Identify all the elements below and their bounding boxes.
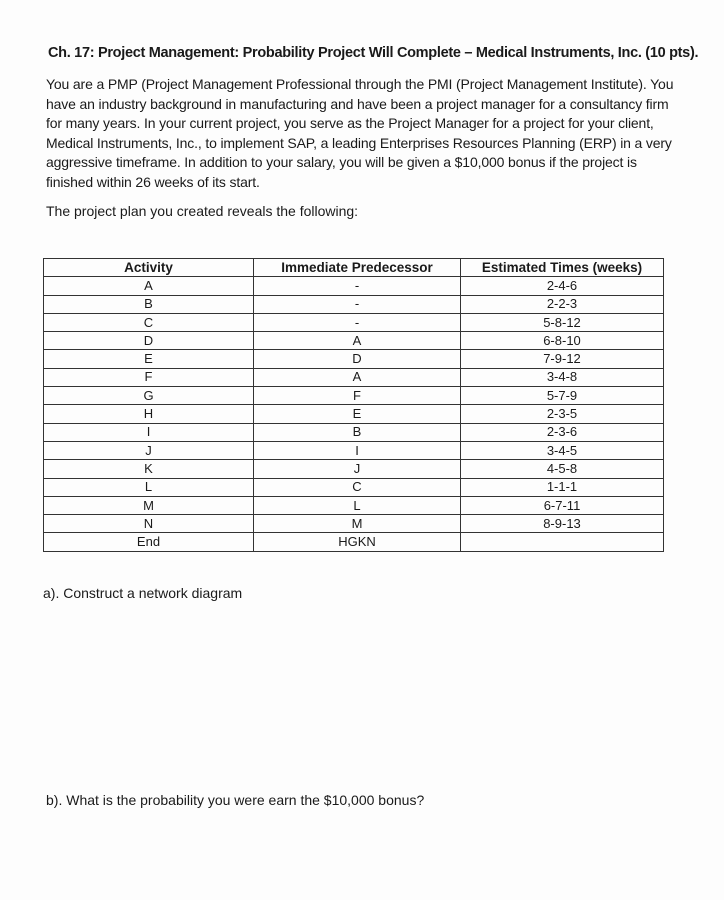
cell-activity: D — [44, 332, 254, 350]
cell-activity: L — [44, 478, 254, 496]
cell-predecessor: - — [254, 277, 461, 295]
table-row — [44, 387, 664, 405]
cell-times: 1-1-1 — [461, 478, 664, 496]
cell-times: 7-9-12 — [461, 350, 664, 368]
cell-activity: I — [44, 423, 254, 441]
cell-times — [461, 533, 664, 551]
cell-times: 3-4-5 — [461, 441, 664, 459]
page-title: Ch. 17: Project Management: Probability Project Will Complete – Medical Instruments, Inc. (10 pts). — [48, 45, 699, 61]
table-row — [44, 515, 664, 533]
cell-predecessor: A — [254, 332, 461, 350]
cell-predecessor: J — [254, 460, 461, 478]
table-row — [44, 368, 664, 386]
cell-times: 6-7-11 — [461, 496, 664, 514]
table-row — [44, 478, 664, 496]
cell-predecessor: C — [254, 478, 461, 496]
cell-activity: G — [44, 387, 254, 405]
cell-activity: H — [44, 405, 254, 423]
table-row — [44, 313, 664, 331]
header-activity: Activity — [44, 259, 254, 277]
question-a: a). Construct a network diagram — [43, 585, 243, 601]
cell-predecessor: A — [254, 368, 461, 386]
cell-activity: F — [44, 368, 254, 386]
cell-predecessor: B — [254, 423, 461, 441]
header-predecessor: Immediate Predecessor — [254, 259, 461, 277]
cell-activity: A — [44, 277, 254, 295]
cell-predecessor: HGKN — [254, 533, 461, 551]
cell-times: 6-8-10 — [461, 332, 664, 350]
cell-times: 8-9-13 — [461, 515, 664, 533]
cell-predecessor: M — [254, 515, 461, 533]
cell-times: 2-2-3 — [461, 295, 664, 313]
table-row — [44, 295, 664, 313]
header-times: Estimated Times (weeks) — [461, 259, 664, 277]
cell-activity: M — [44, 496, 254, 514]
cell-predecessor: F — [254, 387, 461, 405]
cell-activity: K — [44, 460, 254, 478]
cell-activity: B — [44, 295, 254, 313]
cell-predecessor: D — [254, 350, 461, 368]
question-b: b). What is the probability you were earn the $10,000 bonus? — [46, 792, 425, 808]
table-row — [44, 441, 664, 459]
cell-predecessor: - — [254, 313, 461, 331]
cell-times: 5-8-12 — [461, 313, 664, 331]
project-plan-table — [43, 258, 664, 552]
cell-times: 2-3-5 — [461, 405, 664, 423]
table-row — [44, 496, 664, 514]
cell-activity: N — [44, 515, 254, 533]
cell-predecessor: - — [254, 295, 461, 313]
cell-predecessor: L — [254, 496, 461, 514]
cell-times: 3-4-8 — [461, 368, 664, 386]
table-row — [44, 350, 664, 368]
table-row — [44, 533, 664, 551]
table-row — [44, 277, 664, 295]
cell-activity: J — [44, 441, 254, 459]
cell-times: 4-5-8 — [461, 460, 664, 478]
table-row — [44, 423, 664, 441]
table-row — [44, 460, 664, 478]
table-row — [44, 405, 664, 423]
cell-activity: C — [44, 313, 254, 331]
cell-predecessor: E — [254, 405, 461, 423]
cell-activity: End — [44, 533, 254, 551]
cell-times: 5-7-9 — [461, 387, 664, 405]
cell-activity: E — [44, 350, 254, 368]
table-intro: The project plan you created reveals the following: — [46, 203, 359, 219]
table-header-row — [44, 259, 664, 277]
cell-times: 2-3-6 — [461, 423, 664, 441]
cell-predecessor: I — [254, 441, 461, 459]
problem-description: You are a PMP (Project Management Professional through the PMI (Project Management Institute). You have an industry background in manufacturing and have been a project manager for a consultancy firm for many years. In your current project, you serve as the Project Manager for a project for your client, Medical Instruments, Inc., to implement SAP, a leading Enterprises Resources Planning (ERP) in a very aggressive timeframe. In addition to your salary, you will be given a $10,000 bonus if the project is finished within 26 weeks of its start. — [46, 76, 674, 190]
cell-times: 2-4-6 — [461, 277, 664, 295]
table-row — [44, 332, 664, 350]
